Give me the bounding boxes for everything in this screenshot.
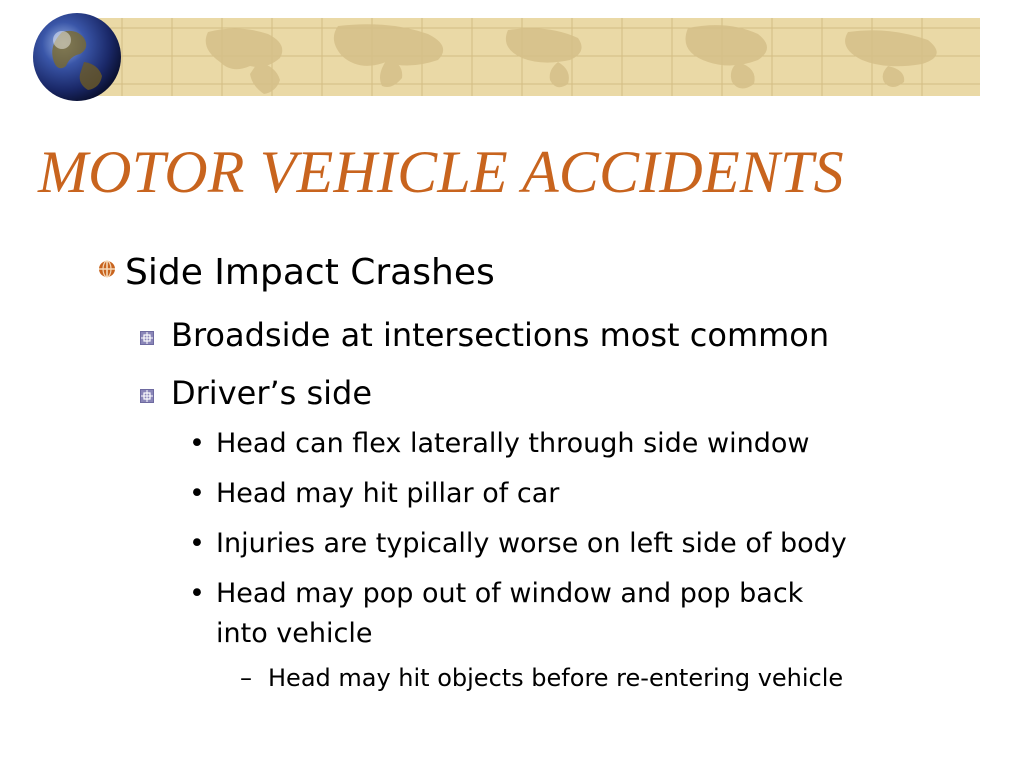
dot-bullet: • (189, 578, 205, 609)
slide-title: MOTOR VEHICLE ACCIDENTS (38, 139, 844, 205)
level3-item: Head may pop out of window and pop back (216, 578, 804, 609)
level1-item: Side Impact Crashes (125, 252, 495, 293)
level3-item: Head may hit pillar of car (216, 478, 560, 509)
level3-item-continuation: into vehicle (216, 618, 373, 649)
dot-bullet: • (189, 528, 205, 559)
square-bullet-icon (140, 389, 154, 403)
square-bullet-icon (140, 331, 154, 345)
level4-item: Head may hit objects before re-entering vehicle (268, 664, 844, 692)
level2-item: Driver’s side (171, 374, 373, 412)
level3-item: Head can flex laterally through side window (216, 428, 810, 459)
level3-item: Injuries are typically worse on left side of body (216, 528, 847, 559)
dash-bullet: – (240, 664, 252, 692)
level2-item: Broadside at intersections most common (171, 316, 830, 354)
dot-bullet: • (189, 478, 205, 509)
globe-bullet-icon (98, 260, 116, 278)
dot-bullet: • (189, 428, 205, 459)
